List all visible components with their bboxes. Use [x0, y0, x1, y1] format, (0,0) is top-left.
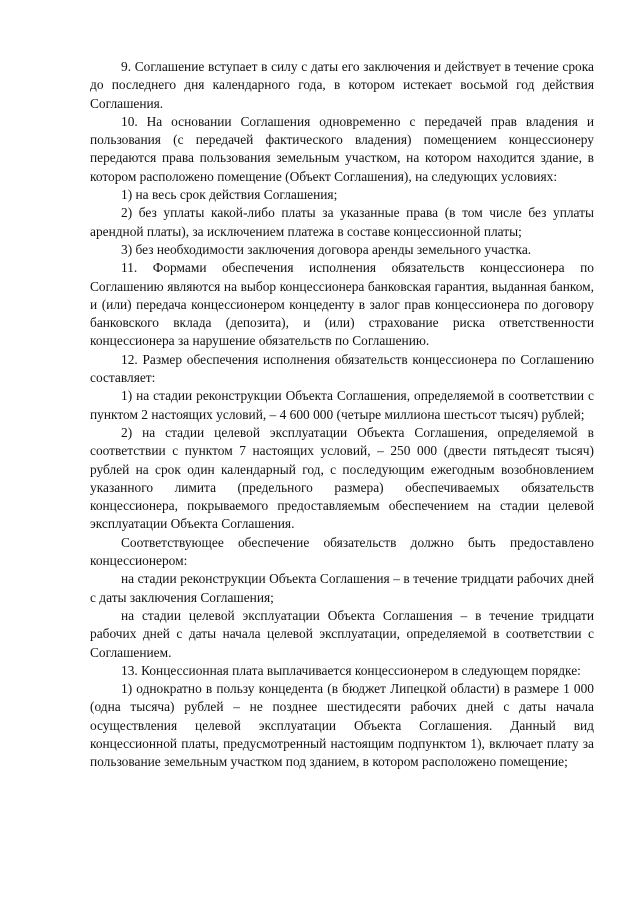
paragraph-10-item-3: 3) без необходимости заключения договора аренды земельного участка.: [121, 241, 532, 257]
paragraph-12-item-2: 2) на стадии целевой эксплуатации Объекта Соглашения, определяемой в соответствии с пунктом 7 настоящих условий, – 250 000 (двести пятьдесят тысяч) рублей на срок один календарный год, с последующим ежегодным возобновлением указанного лимита (предельного размера) обеспечиваемых обязательств концессионера, покрываемого предоставляемым обеспечением на стадии целевой эксплуатации Объекта Соглашения.: [90, 424, 594, 532]
paragraph-10: 10. На основании Соглашения одновременно с передачей прав владения и пользования (с передачей фактического владения) помещением концессионеру передаются права пользования земельным участком, на котором находится здание, в котором расположено помещение (Объект Соглашения), на следующих условиях:: [90, 113, 594, 184]
paragraph-12-reconstruction-stage: на стадии реконструкции Объекта Соглашения – в течение тридцати рабочих дней с даты заключения Соглашения;: [90, 571, 594, 605]
paragraph-13-item-1: 1) однократно в пользу концедента (в бюджет Липецкой области) в размере 1 000 (одна тысяча) рублей – не позднее шестидесяти рабочих дней с даты начала осуществления целевой эксплуатации Объекта Соглашения. Данный вид концессионной платы, предусмотренный настоящим подпунктом 1), включает плату за пользование земельным участком под зданием, в котором расположено помещение;: [90, 681, 594, 770]
paragraph-10-item-1: 1) на весь срок действия Соглашения;: [121, 187, 338, 203]
paragraph-12: 12. Размер обеспечения исполнения обязательств концессионера по Соглашению составляет:: [90, 351, 594, 386]
paragraph-12-item-1: 1) на стадии реконструкции Объекта Соглашения, определяемой в соответствии с пунктом 2 настоящих условий, – 4 600 000 (четыре миллиона шестьсот тысяч) рублей;: [90, 388, 594, 422]
paragraph-13: 13. Концессионная плата выплачивается концессионером в следующем порядке:: [121, 662, 581, 678]
paragraph-10-item-2: 2) без уплаты какой-либо платы за указанные права (в том числе без уплаты арендной платы), за исключением платежа в составе концессионной платы;: [90, 205, 594, 239]
paragraph-11: 11. Формами обеспечения исполнения обязательств концессионера по Соглашению являются на выбор концессионера банковская гарантия, выданная банком, и (или) передача концессионером концеденту в залог прав концессионера по договору банковского вклада (депозита), и (или) страхование риска ответственности концессионера за нарушение обязательств по Соглашению.: [90, 260, 594, 349]
paragraph-9: 9. Соглашение вступает в силу с даты его заключения и действует в течение срока до последнего дня календарного года, в котором истекает восьмой год действия Соглашения.: [90, 59, 594, 111]
document-page: [90, 58, 594, 772]
paragraph-12-operation-stage: на стадии целевой эксплуатации Объекта Соглашения – в течение тридцати рабочих дней с даты начала целевой эксплуатации, определяемой в соответствии с Соглашением.: [90, 607, 594, 660]
paragraph-12-provision: Соответствующее обеспечение обязательств должно быть предоставлено концессионером:: [90, 534, 594, 569]
